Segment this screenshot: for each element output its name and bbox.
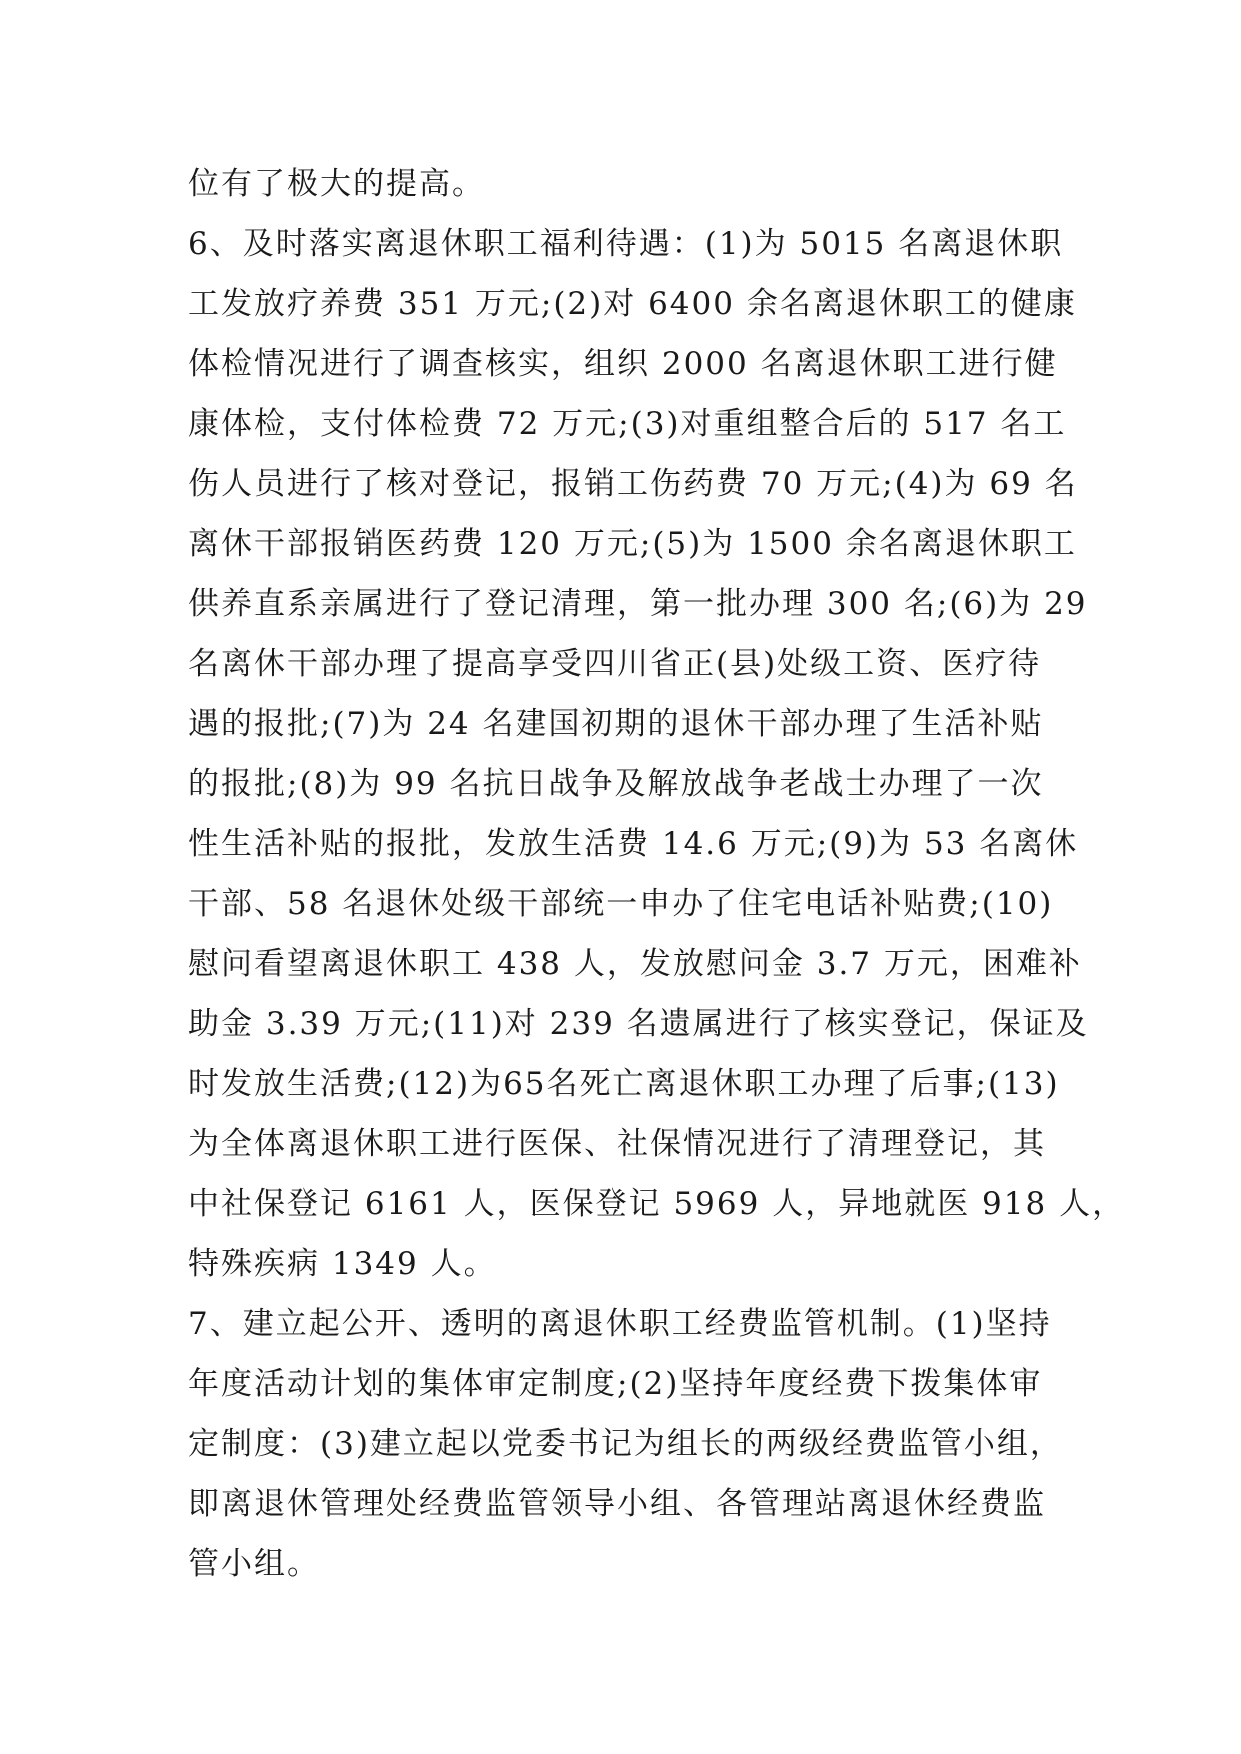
text-line: 供养直系亲属进行了登记清理，第一批办理 300 名;(6)为 29 bbox=[188, 586, 1088, 622]
text-line: 6、及时落实离退休职工福利待遇：(1)为 5015 名离退休职 bbox=[188, 226, 1064, 262]
text-line: 慰问看望离退休职工 438 人，发放慰问金 3.7 万元，困难补 bbox=[188, 946, 1082, 982]
text-line: 工发放疗养费 351 万元;(2)对 6400 余名离退休职工的健康 bbox=[188, 286, 1077, 322]
text-line: 7、建立起公开、透明的离退休职工经费监管机制。(1)坚持 bbox=[188, 1306, 1052, 1342]
text-line: 时发放生活费;(12)为65名死亡离退休职工办理了后事;(13) bbox=[188, 1066, 1060, 1102]
text-line: 即离退休管理处经费监管领导小组、各管理站离退休经费监 bbox=[188, 1486, 1046, 1522]
text-line: 助金 3.39 万元;(11)对 239 名遗属进行了核实登记，保证及 bbox=[188, 1006, 1089, 1042]
text-line: 位有了极大的提高。 bbox=[188, 166, 485, 202]
text-line: 遇的报批;(7)为 24 名建国初期的退休干部办理了生活补贴 bbox=[188, 706, 1044, 742]
text-line: 特殊疾病 1349 人。 bbox=[188, 1246, 497, 1282]
text-line: 伤人员进行了核对登记，报销工伤药费 70 万元;(4)为 69 名 bbox=[188, 466, 1078, 502]
text-line: 定制度：(3)建立起以党委书记为组长的两级经费监管小组， bbox=[188, 1426, 1063, 1462]
text-line: 管小组。 bbox=[188, 1546, 320, 1582]
text-line: 为全体离退休职工进行医保、社保情况进行了清理登记，其 bbox=[188, 1126, 1046, 1162]
text-line: 名离休干部办理了提高享受四川省正(县)处级工资、医疗待 bbox=[188, 646, 1042, 682]
text-line: 康体检，支付体检费 72 万元;(3)对重组整合后的 517 名工 bbox=[188, 406, 1067, 442]
text-line: 年度活动计划的集体审定制度;(2)坚持年度经费下拨集体审 bbox=[188, 1366, 1043, 1402]
document-body bbox=[188, 154, 1126, 1594]
text-line: 性生活补贴的报批，发放生活费 14.6 万元;(9)为 53 名离休 bbox=[188, 826, 1079, 862]
text-line: 中社保登记 6161 人，医保登记 5969 人，异地就医 918 人， bbox=[188, 1186, 1126, 1222]
text-line: 离休干部报销医药费 120 万元;(5)为 1500 余名离退休职工 bbox=[188, 526, 1077, 562]
text-line: 体检情况进行了调查核实，组织 2000 名离退休职工进行健 bbox=[188, 346, 1058, 382]
text-line: 干部、58 名退休处级干部统一申办了住宅电话补贴费;(10) bbox=[188, 886, 1054, 922]
text-line: 的报批;(8)为 99 名抗日战争及解放战争老战士办理了一次 bbox=[188, 766, 1044, 802]
